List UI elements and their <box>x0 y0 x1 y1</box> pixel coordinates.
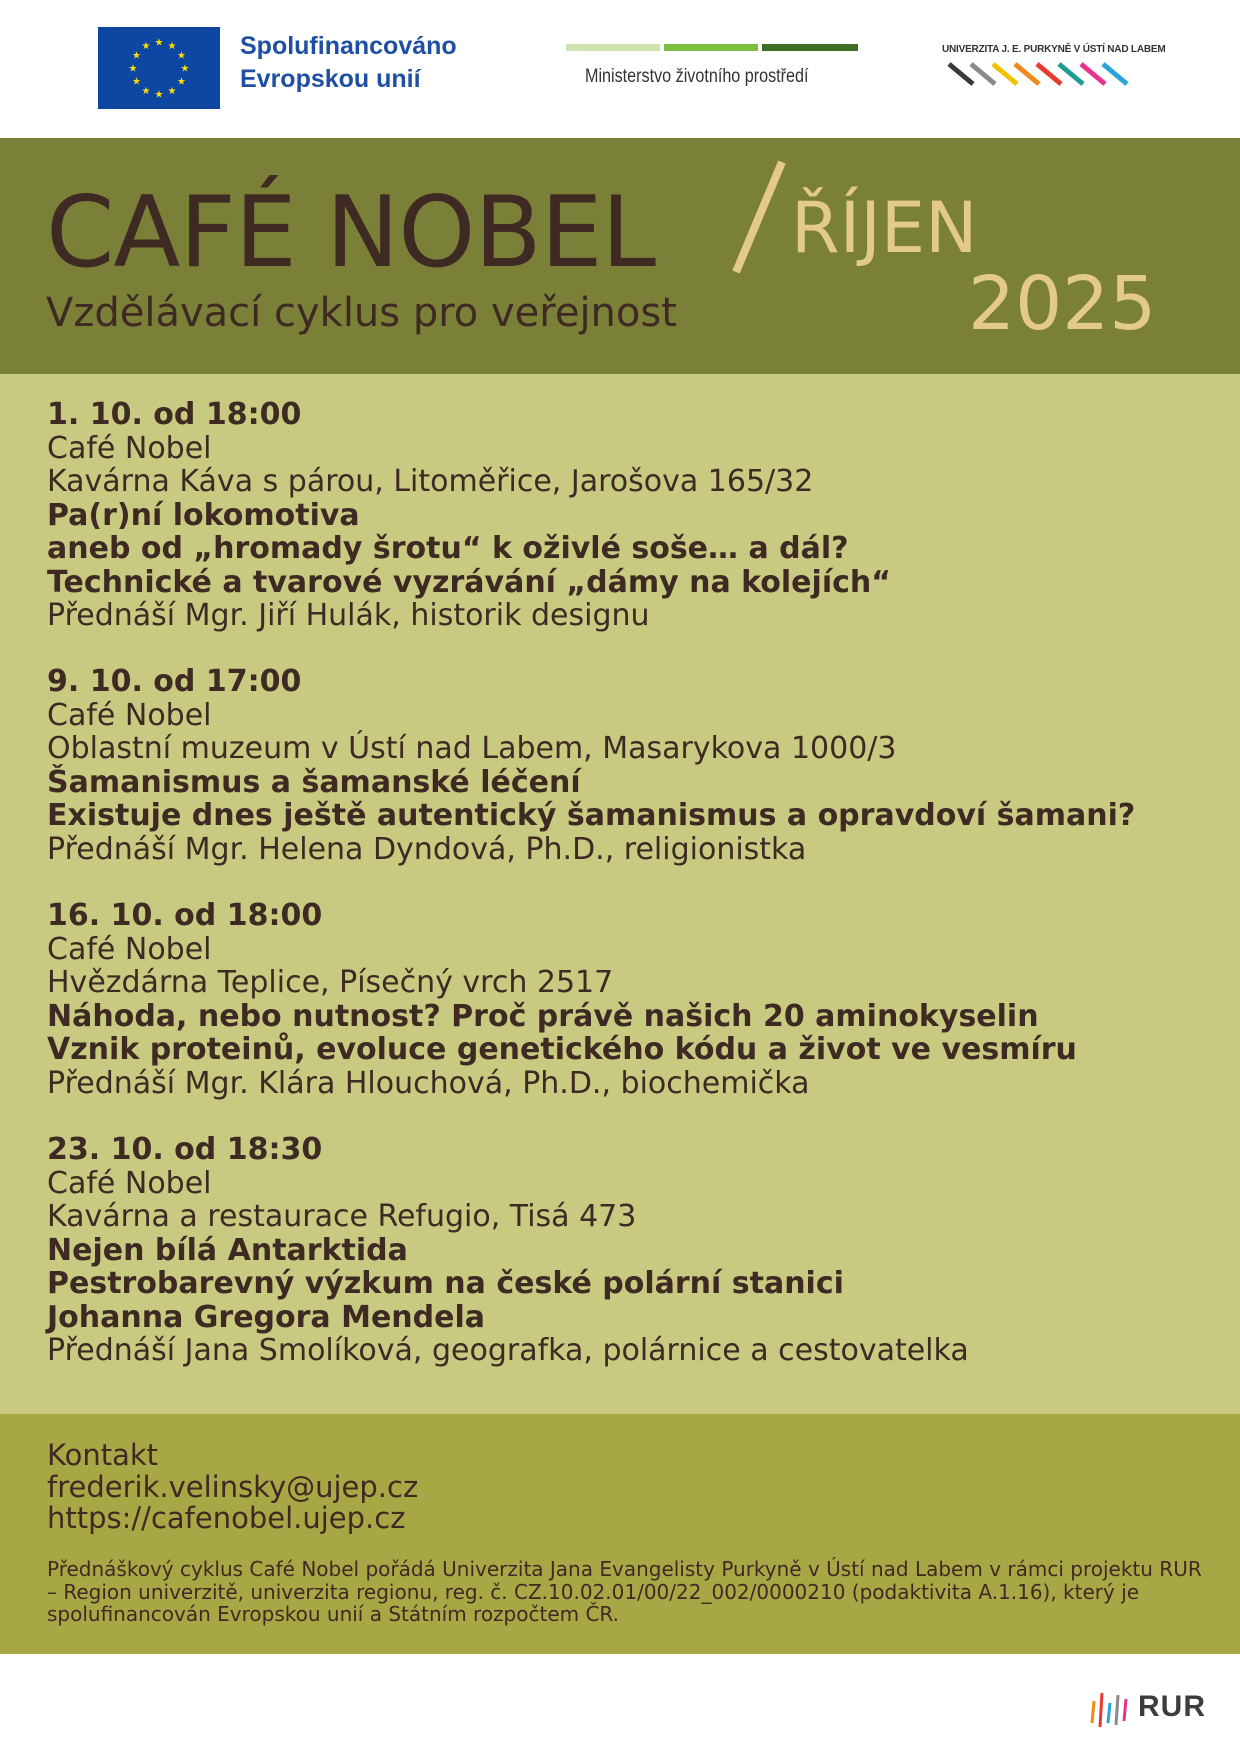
eu-star-icon: ★ <box>154 89 164 101</box>
event-speaker: Přednáší Mgr. Klára Hlouchová, Ph.D., biochemička <box>47 1065 810 1101</box>
ministry-stripes-icon <box>566 44 858 52</box>
event-series: Café Nobel <box>47 697 212 733</box>
eu-star-icon: ★ <box>167 86 177 97</box>
rur-bars-icon <box>1090 1689 1134 1729</box>
university-name: UNIVERZITA J. E. PURKYNĚ V ÚSTÍ NAD LABEM <box>942 44 1166 55</box>
eu-star-icon: ★ <box>132 50 141 62</box>
event-venue: Kavárna a restaurace Refugio, Tisá 473 <box>47 1199 637 1234</box>
event-venue: Kavárna Káva s párou, Litoměřice, Jarošova 165/32 <box>47 464 814 499</box>
poster-header <box>0 138 1240 374</box>
event-topic-line: aneb od „hromady šrotu“ k oživlé soše… a dál? <box>47 531 849 566</box>
event-speaker: Přednáší Mgr. Helena Dyndová, Ph.D., religionistka <box>47 831 807 867</box>
event-topic-line: Existuje dnes ještě autentický šamanismus a opravdoví šamani? <box>47 798 1136 833</box>
logo-strip <box>0 0 1240 138</box>
event-series: Café Nobel <box>47 1165 212 1201</box>
event-topic-line: Nejen bílá Antarktida <box>47 1232 408 1268</box>
event-topic-line: Pestrobarevný výzkum na české polární stanici <box>47 1266 844 1301</box>
contact-email-link[interactable]: frederik.velinsky@ujep.cz <box>47 1469 419 1504</box>
event-item <box>47 1133 1227 1368</box>
university-stripes-icon <box>947 58 1147 94</box>
contact-label: Kontakt <box>47 1438 159 1472</box>
eu-cofinancing-label <box>240 30 457 96</box>
eu-line-1: Spolufinancováno <box>240 32 457 60</box>
project-note: Přednáškový cyklus Café Nobel pořádá Univerzita Jana Evangelisty Purkyně v Ústí nad Labem v rámci projektu RUR – Region univerzitě, univerzita regionu, reg. č. CZ.10.02.01/00/22_002/0000210 (podaktivita A.1.16), který je spolufinancován Evropskou unií a Státním rozpočtem ČR. <box>47 1557 1202 1626</box>
event-venue: Oblastní muzeum v Ústí nad Labem, Masarykova 1000/3 <box>47 731 897 766</box>
event-topic-line: Náhoda, nebo nutnost? Proč právě našich 20 aminokyselin <box>47 998 1039 1034</box>
event-datetime: 9. 10. od 17:00 <box>47 664 302 699</box>
event-series: Café Nobel <box>47 931 212 967</box>
slash-divider <box>720 156 800 276</box>
event-item <box>47 899 1227 1100</box>
eu-star-icon: ★ <box>167 41 177 52</box>
event-topic-line: Vznik proteinů, evoluce genetického kódu a život ve vesmíru <box>47 1032 1077 1067</box>
ministry-name: Ministerstvo životního prostředí <box>585 66 809 87</box>
event-datetime: 16. 10. od 18:00 <box>47 898 323 933</box>
event-venue: Hvězdárna Teplice, Písečný vrch 2517 <box>47 965 614 1000</box>
event-topic-line: Technické a tvarové vyzrávání „dámy na kolejích“ <box>47 564 891 600</box>
event-speaker: Přednáší Mgr. Jiří Hulák, historik designu <box>47 598 650 633</box>
eu-line-2: Evropskou unií <box>240 65 421 93</box>
eu-flag-icon <box>98 27 220 109</box>
event-item <box>47 398 1227 633</box>
eu-star-icon: ★ <box>132 76 141 88</box>
ministry-logo <box>566 44 858 94</box>
event-item <box>47 665 1227 866</box>
poster-month: ŘÍJEN <box>791 187 978 269</box>
website-link[interactable]: https://cafenobel.ujep.cz <box>47 1501 406 1535</box>
eu-star-icon: ★ <box>177 76 186 88</box>
event-program <box>0 374 1240 1414</box>
poster-year: 2025 <box>968 261 1157 347</box>
event-topic-line: Pa(r)ní lokomotiva <box>47 497 360 533</box>
poster-title: CAFÉ NOBEL <box>46 176 656 290</box>
event-topic-line: Johanna Gregora Mendela <box>47 1299 486 1335</box>
rur-wordmark: RUR <box>1138 1690 1206 1723</box>
event-series: Café Nobel <box>47 430 212 466</box>
contact-block <box>47 1440 418 1535</box>
eu-star-icon: ★ <box>141 86 151 97</box>
eu-star-icon: ★ <box>141 41 151 52</box>
eu-star-icon: ★ <box>180 63 190 75</box>
university-logo <box>942 44 1166 94</box>
rur-logo <box>1090 1689 1206 1729</box>
eu-star-icon: ★ <box>177 50 186 62</box>
event-topic-line: Šamanismus a šamanské léčení <box>47 764 581 800</box>
event-datetime: 1. 10. od 18:00 <box>47 397 302 432</box>
eu-star-icon: ★ <box>154 37 164 49</box>
poster-footer <box>0 1414 1240 1654</box>
eu-star-icon: ★ <box>128 63 138 75</box>
event-speaker: Přednáší Jana Smolíková, geografka, polárnice a cestovatelka <box>47 1333 969 1368</box>
event-datetime: 23. 10. od 18:30 <box>47 1132 323 1167</box>
poster-subtitle: Vzdělávací cyklus pro veřejnost <box>46 290 677 336</box>
